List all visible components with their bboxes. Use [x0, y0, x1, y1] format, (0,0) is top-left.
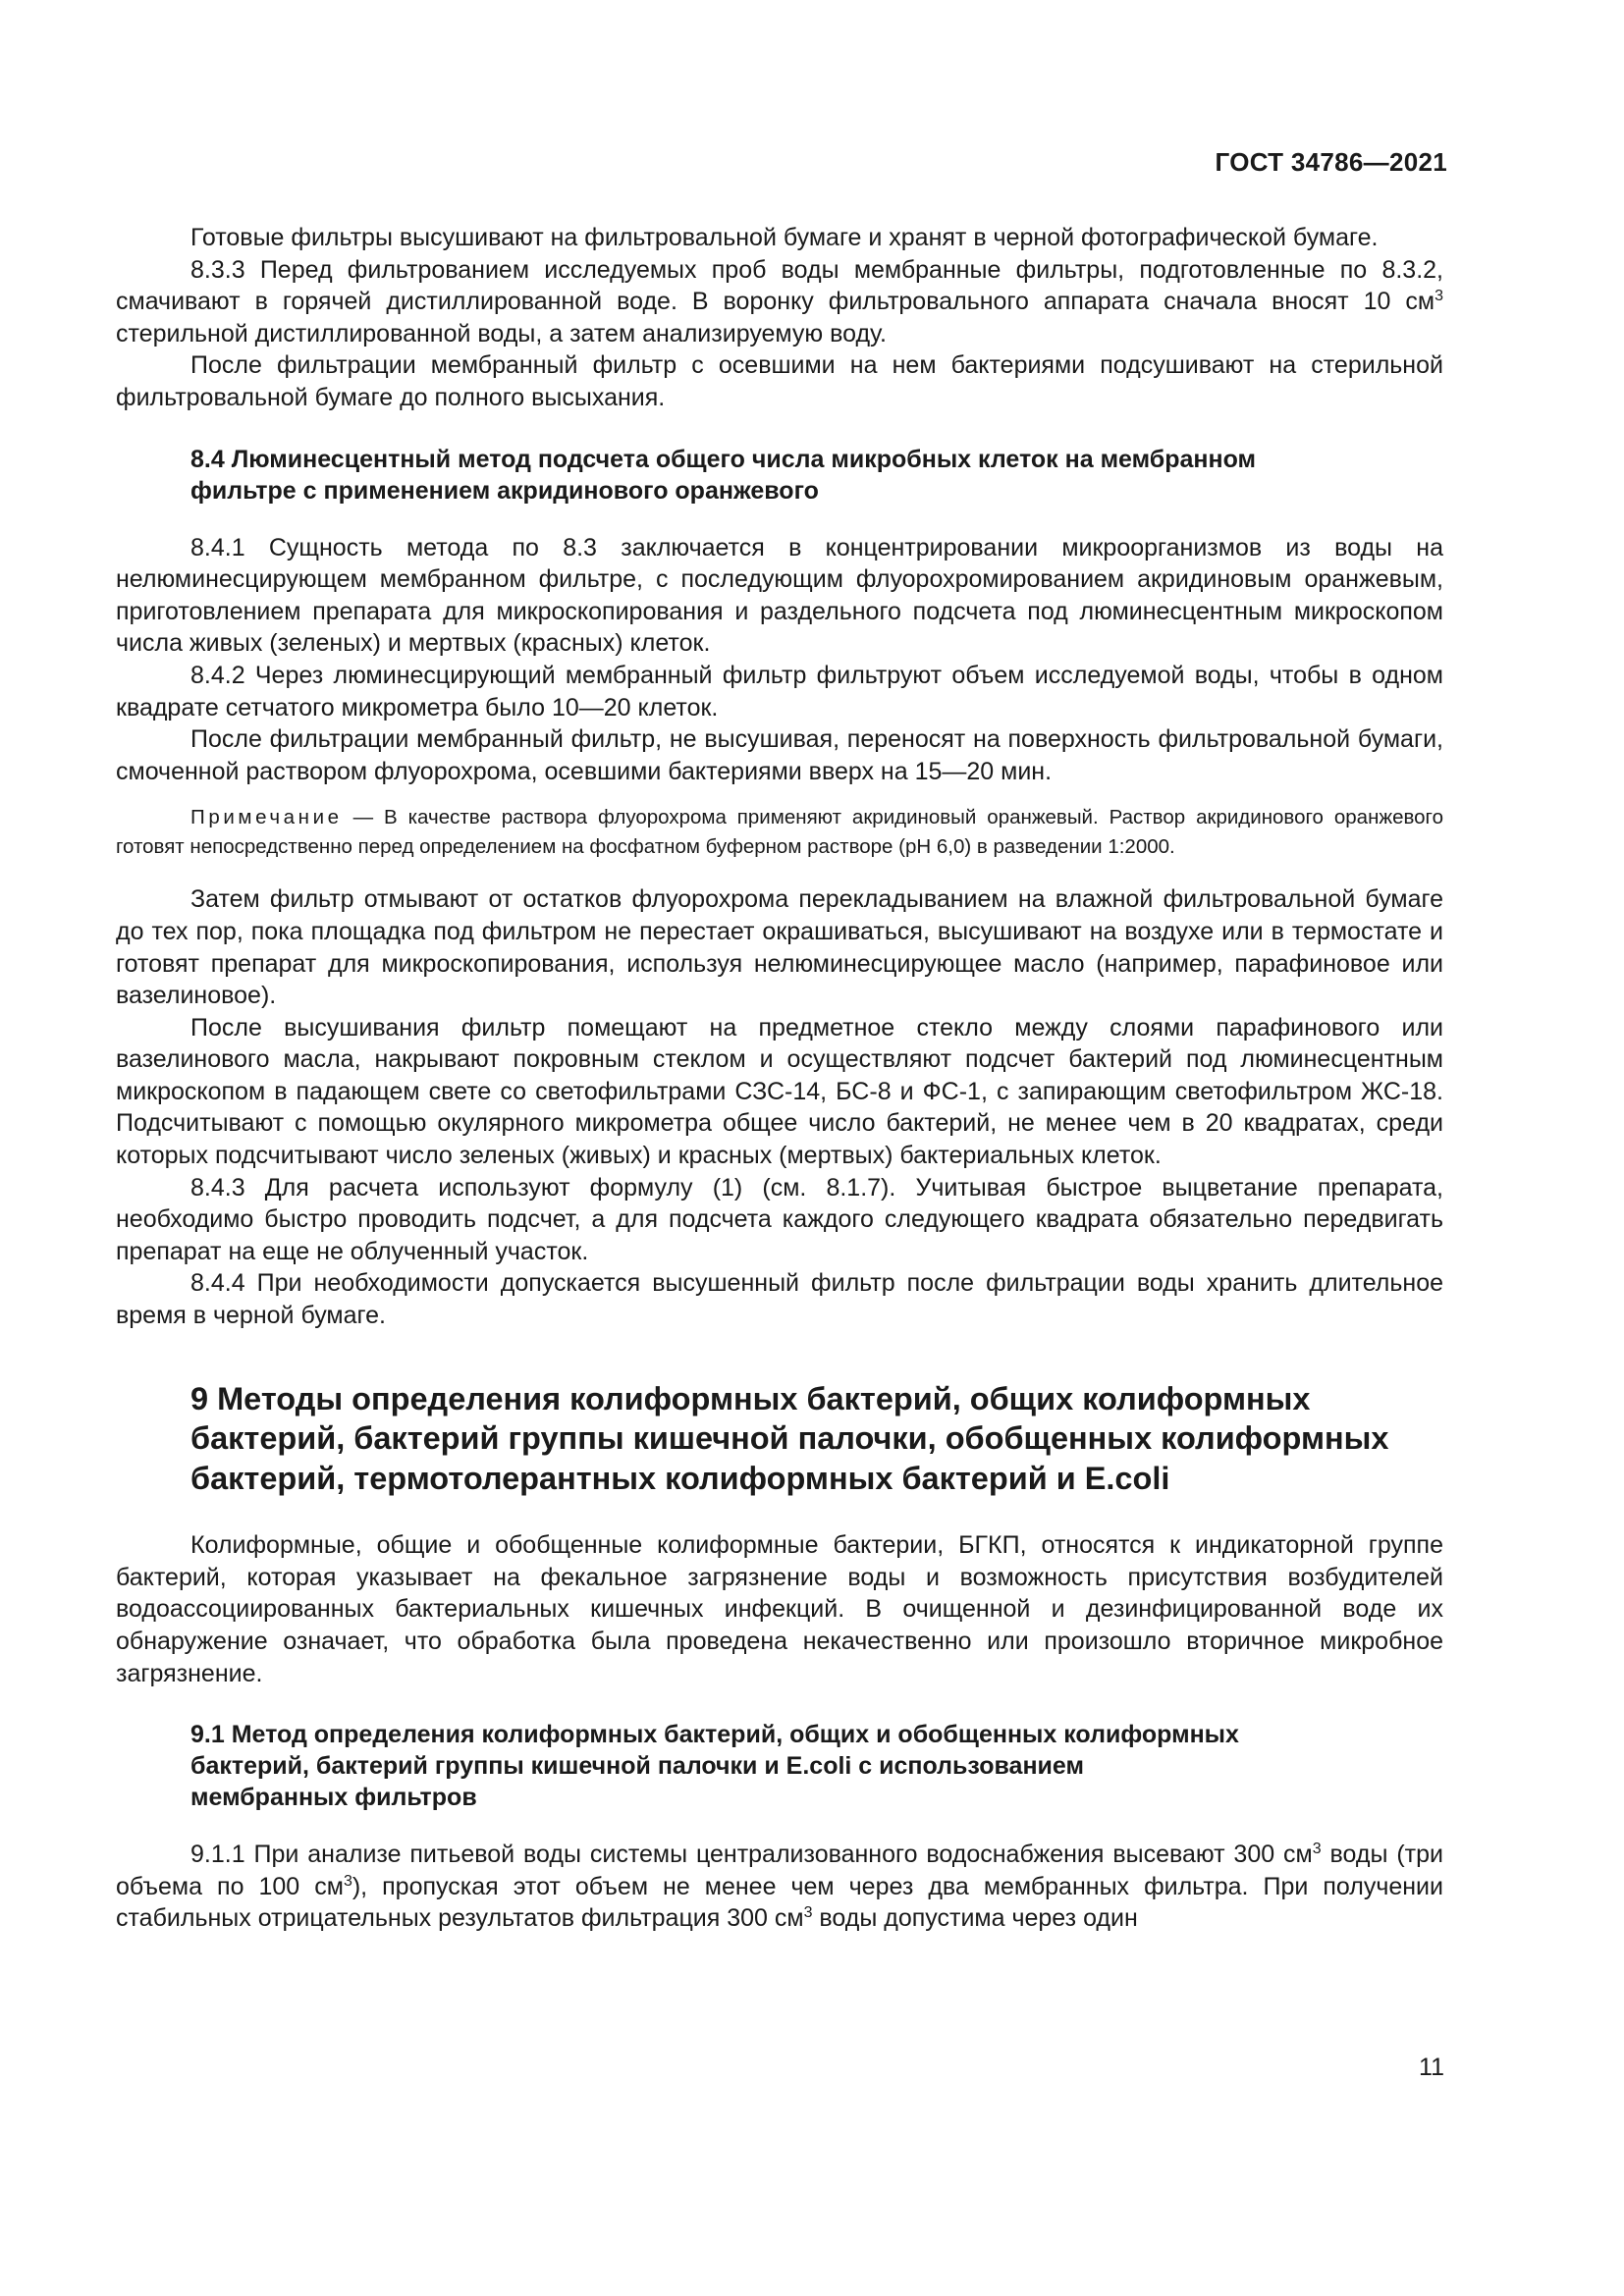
paragraph-text: воды допустима через один — [812, 1904, 1138, 1933]
paragraph-9-1-1 — [116, 1839, 1443, 1935]
paragraph-text: ), пропуская этот объем не менее чем через два мембранных фильтра. При получении стабильных отрицательных результатов фильтрация 300 см — [116, 1872, 1443, 1933]
superscript: 3 — [343, 1872, 352, 1890]
paragraph-text: стерильной дистиллированной воды, а затем анализируемую воду. — [116, 319, 887, 347]
heading-line: мембранных фильтров — [190, 1784, 477, 1812]
paragraph: Затем фильтр отмывают от остатков флуорохрома перекладыванием на влажной фильтровальной бумаге до тех пор, пока площадка под фильтром не перестает окрашиваться, высушивают на воздухе или в термостате и готовят препарат для микроскопирования, используя нелюминесцирующее масло (например, парафиновое или вазелиновое). — [116, 885, 1443, 1010]
heading-line: бактерий, бактерий группы кишечной палочки и E.coli с использованием — [190, 1752, 1084, 1781]
superscript: 3 — [1435, 288, 1443, 305]
paragraph-text: 9.1.1 При анализе питьевой воды системы централизованного водоснабжения высевают 300 см — [190, 1841, 1313, 1869]
paragraph: После фильтрации мембранный фильтр с осевшими на нем бактериями подсушивают на стерильной фильтровальной бумаге до полного высыхания. — [116, 351, 1443, 411]
superscript: 3 — [803, 1904, 813, 1922]
note — [116, 803, 1443, 862]
paragraph-8-4-4: 8.4.4 При необходимости допускается высушенный фильтр после фильтрации воды хранить длительное время в черной бумаге. — [116, 1269, 1443, 1330]
subsection-heading-8-4 — [190, 444, 1443, 507]
paragraph: После фильтрации мембранный фильтр, не высушивая, переносят на поверхность фильтровальной бумаги, смоченной раствором флуорохрома, осевшими бактериями вверх на 15—20 мин. — [116, 725, 1443, 785]
heading-line: 9 Методы определения колиформных бактерий, общих колиформных — [190, 1380, 1311, 1416]
paragraph-8-4-1: 8.4.1 Сущность метода по 8.3 заключается в концентрировании микроорганизмов из воды на нелюминесцирующем мембранном фильтре, с последующим флуорохромированием акридиновым оранжевым, приготовлением препарата для микроскопирования и раздельного подсчета под люминесцентным микроскопом числа живых (зеленых) и мертвых (красных) клеток. — [116, 533, 1443, 658]
paragraph: Готовые фильтры высушивают на фильтровальной бумаге и хранят в черной фотографической бумаге. — [190, 224, 1379, 251]
paragraph-8-4-2: 8.4.2 Через люминесцирующий мембранный фильтр фильтруют объем исследуемой воды, чтобы в одном квадрате сетчатого микрометра было 10—20 клеток. — [116, 661, 1443, 721]
paragraph-text: 8.3.3 Перед фильтрованием исследуемых проб воды мембранные фильтры, подготовленные по 8.3.2, смачивают в горячей дистиллированной воде. В воронку фильтровального аппарата сначала вносят 10 см — [116, 255, 1443, 316]
paragraph-text: воды (три объема по 100 см — [116, 1841, 1443, 1900]
paragraph: После высушивания фильтр помещают на предметное стекло между слоями парафинового или вазелинового масла, накрывают покровным стеклом и осуществляют подсчет бактерий под люминесцентным микроскопом в падающем свете со светофильтрами СЗС-14, БС-8 и ФС-1, с запирающим светофильтром ЖС-18. Подсчитывают с помощью окулярного микрометра общее число бактерий, не менее чем в 20 квадратах, среди которых подсчитывают число зеленых (живых) и красных (мертвых) бактериальных клеток. — [116, 1013, 1443, 1170]
page-number: 11 — [1419, 2054, 1444, 2081]
section-heading-9 — [190, 1379, 1443, 1499]
superscript: 3 — [1312, 1841, 1322, 1858]
subsection-heading-9-1 — [190, 1719, 1443, 1813]
heading-line: фильтре с применением акридинового оранжевого — [190, 476, 819, 505]
heading-line: бактерий, бактерий группы кишечной палочки, обобщенных колиформных — [190, 1420, 1389, 1457]
document-code-header: ГОСТ 34786—2021 — [1215, 147, 1447, 177]
heading-line: бактерий, термотолерантных колиформных бактерий и E.coli — [190, 1460, 1170, 1496]
paragraph-8-3-3 — [116, 254, 1443, 350]
heading-line: 9.1 Метод определения колиформных бактерий, общих и обобщенных колиформных — [190, 1721, 1239, 1749]
heading-line: 8.4 Люминесцентный метод подсчета общего числа микробных клеток на мембранном — [190, 445, 1257, 473]
note-label: Примечание — [190, 806, 343, 829]
document-body — [116, 222, 1443, 1935]
paragraph-8-4-3: 8.4.3 Для расчета используют формулу (1) (см. 8.1.7). Учитывая быстрое выцветание препарата, необходимо быстро проводить подсчет, а для подсчета каждого следующего квадрата обязательно передвигать препарат на еще не облученный участок. — [116, 1173, 1443, 1265]
note-text: — В качестве раствора флуорохрома применяют акридиновый оранжевый. Раствор акридинового оранжевого готовят непосредственно перед определением на фосфатном буферном растворе (рН 6,0) в разведении 1:2000. — [116, 806, 1443, 859]
paragraph: Колиформные, общие и обобщенные колиформные бактерии, БГКП, относятся к индикаторной группе бактерий, которая указывает на фекальное загрязнение воды и возможность присутствия возбудителей водоассоциированных бактериальных кишечных инфекций. В очищенной и дезинфицированной воде их обнаружение означает, что обработка была проведена некачественно или произошло вторичное микробное загрязнение. — [116, 1531, 1443, 1687]
